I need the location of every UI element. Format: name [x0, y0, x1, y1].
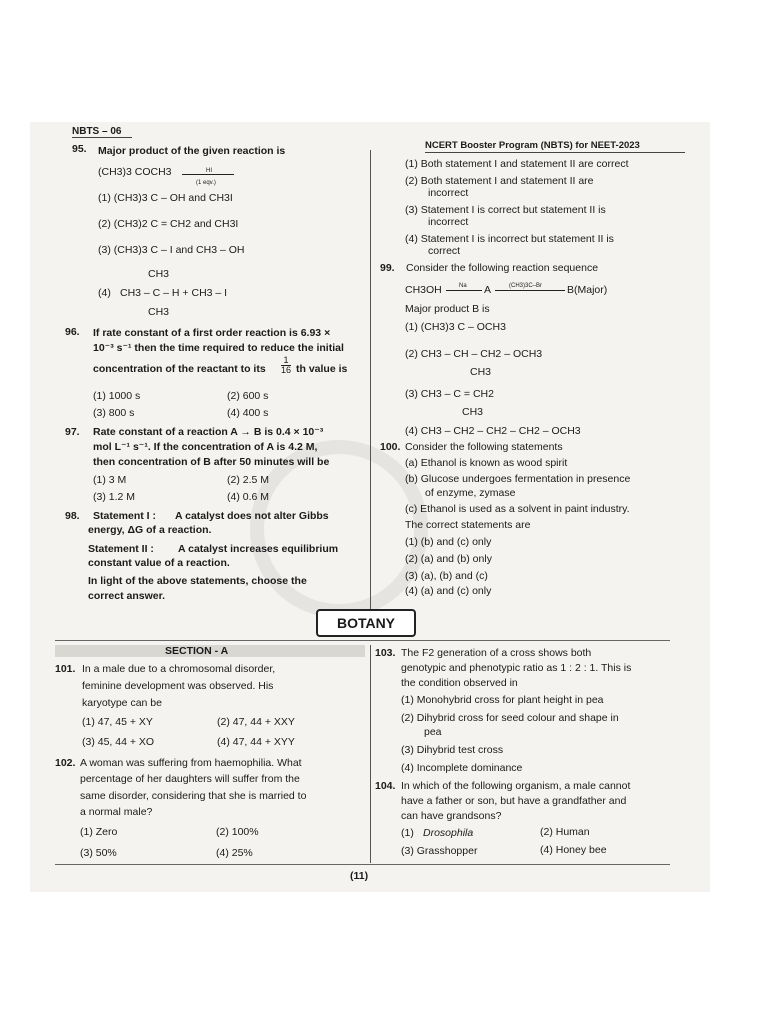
q98-line1: In light of the above statements, choose the — [88, 575, 307, 587]
q104-option: (2) Human — [540, 826, 590, 838]
q102-line4: a normal male? — [80, 806, 153, 818]
q95-opt4-label: (4) — [98, 287, 111, 299]
q95-opt4-top: CH3 — [148, 268, 170, 280]
header-right: NCERT Booster Program (NBTS) for NEET-2023 — [425, 140, 640, 151]
q99-opt3-branch: CH3 — [462, 406, 484, 418]
q98-option-cont: incorrect — [428, 187, 469, 199]
q96-option: (3) 800 s — [93, 407, 135, 419]
q99-text: Consider the following reaction sequence — [406, 262, 599, 274]
q104-option: (4) Honey bee — [540, 844, 607, 856]
q101-option: (2) 47, 44 + XXY — [217, 716, 295, 728]
q99-option: (3) CH3 – C = CH2 — [405, 388, 494, 400]
q99-option: (1) (CH3)3 C – OCH3 — [405, 321, 506, 333]
q95-arrow — [182, 174, 234, 175]
q101-option: (3) 45, 44 + XO — [82, 736, 155, 748]
q96-line2: 10⁻³ s⁻¹ then the time required to reduce the initial — [93, 342, 344, 354]
q99-reagent1: Na — [459, 283, 467, 289]
q104-line1: In which of the following organism, a male cannot — [401, 780, 631, 792]
q103-number: 103. — [375, 647, 396, 659]
q97-line1: Rate constant of a reaction A → B is 0.4 × 10⁻³ — [93, 426, 324, 438]
header-underline — [72, 137, 132, 138]
q97-line3: then concentration of B after 50 minutes will be — [93, 456, 330, 468]
q100-text: Consider the following statements — [405, 441, 563, 453]
q100-stmt-c: (c) Ethanol is used as a solvent in paint industry. — [405, 503, 630, 515]
q99-opt2-branch: CH3 — [470, 366, 492, 378]
q101-line3: karyotype can be — [82, 697, 162, 709]
q100-stmt-b-cont: of enzyme, zymase — [425, 487, 516, 499]
q96-line1: If rate constant of a first order reaction is 6.93 × — [93, 327, 331, 339]
q98-s1-line1: A catalyst does not alter Gibbs — [175, 510, 329, 522]
q99-arrow1 — [446, 290, 482, 291]
q95-number: 95. — [72, 143, 87, 155]
q95-reagent-top: HI — [206, 168, 212, 174]
q97-option: (3) 1.2 M — [93, 491, 136, 503]
q96-frac-den: 16 — [281, 365, 292, 375]
q99-option: (2) CH3 – CH – CH2 – OCH3 — [405, 348, 543, 360]
q101-option: (4) 47, 44 + XYY — [217, 736, 295, 748]
q101-option: (1) 47, 45 + XY — [82, 716, 153, 728]
q97-line2: mol L⁻¹ s⁻¹. If the concentration of A is 4.2 M, — [93, 441, 318, 453]
q102-line1: A woman was suffering from haemophilia. What — [80, 757, 302, 769]
q97-number: 97. — [65, 426, 80, 438]
q102-option: (4) 25% — [216, 847, 253, 859]
q96-option: (1) 1000 s — [93, 390, 141, 402]
q96-option: (4) 400 s — [227, 407, 269, 419]
q102-number: 102. — [55, 757, 76, 769]
q100-option: (1) (b) and (c) only — [405, 536, 492, 548]
q99-number: 99. — [380, 262, 395, 274]
q99-reagent2: (CH3)3C–Br — [509, 283, 543, 289]
q96-line3a: concentration of the reactant to its — [93, 363, 266, 375]
q95-option: (2) (CH3)2 C = CH2 and CH3I — [98, 218, 239, 230]
q97-option: (4) 0.6 M — [227, 491, 270, 503]
column-divider-bottom — [370, 645, 371, 863]
q99-start: CH3OH — [405, 284, 442, 296]
q96-line3b: th value is — [296, 363, 348, 375]
q97-option: (2) 2.5 M — [227, 474, 270, 486]
q100-option: (4) (a) and (c) only — [405, 585, 492, 597]
header-left: NBTS – 06 — [72, 126, 122, 137]
q102-line3: same disorder, considering that she is married to — [80, 790, 307, 802]
q103-option: (2) Dihybrid cross for seed colour and shape in — [401, 712, 619, 724]
q95-reagent-bottom: (1 eqv.) — [196, 180, 216, 186]
footer-divider — [55, 864, 670, 865]
q95-text: Major product of the given reaction is — [98, 145, 286, 157]
q98-option: (2) Both statement I and statement II are — [405, 175, 594, 187]
q98-option-cont: correct — [428, 245, 461, 257]
q101-line1: In a male due to a chromosomal disorder, — [82, 663, 276, 675]
q101-number: 101. — [55, 663, 76, 675]
q95-option: (3) (CH3)3 C – I and CH3 – OH — [98, 244, 245, 256]
q101-line2: feminine development was observed. His — [82, 680, 274, 692]
q99-end: B(Major) — [567, 284, 608, 296]
q102-option: (1) Zero — [80, 826, 118, 838]
page-number: (11) — [350, 870, 369, 882]
q98-s1-line2: energy, ΔG of a reaction. — [88, 524, 212, 536]
q100-option: (2) (a) and (b) only — [405, 553, 492, 565]
q98-option: (3) Statement I is correct but statement II is — [405, 204, 606, 216]
q102-option: (2) 100% — [216, 826, 259, 838]
q96-option: (2) 600 s — [227, 390, 269, 402]
q95-opt4-main: CH3 – C – H + CH3 – I — [120, 287, 228, 299]
q103-option: (3) Dihybrid test cross — [401, 744, 504, 756]
q98-s1-label: Statement I : — [93, 510, 157, 522]
q99-sub: Major product B is — [405, 303, 490, 315]
q104-number: 104. — [375, 780, 396, 792]
q103-option: (1) Monohybrid cross for plant height in pea — [401, 694, 604, 706]
q102-line2: percentage of her daughters will suffer from the — [80, 773, 300, 785]
section-divider — [55, 640, 670, 641]
q97-option: (1) 3 M — [93, 474, 127, 486]
header-right-underline — [425, 152, 685, 153]
q104-line3: can have grandsons? — [401, 810, 502, 822]
q100-correct: The correct statements are — [405, 519, 531, 531]
botany-heading: BOTANY — [316, 609, 416, 637]
q103-line3: the condition observed in — [401, 677, 518, 689]
q95-opt4-bottom: CH3 — [148, 306, 170, 318]
section-title: SECTION - A — [165, 645, 229, 657]
q104-option: (3) Grasshopper — [401, 845, 478, 857]
q99-arrow2 — [495, 290, 565, 291]
q98-s2-line2: constant value of a reaction. — [88, 557, 230, 569]
q98-option: (4) Statement I is incorrect but statement II is — [405, 233, 614, 245]
column-divider-top — [370, 150, 371, 635]
q104-line2: have a father or son, but have a grandfather and — [401, 795, 627, 807]
q98-option: (1) Both statement I and statement II are correct — [405, 158, 629, 170]
q96-frac-num: 1 — [281, 356, 291, 366]
q100-stmt-a: (a) Ethanol is known as wood spirit — [405, 457, 568, 469]
q98-line2: correct answer. — [88, 590, 166, 602]
q100-stmt-b: (b) Glucose undergoes fermentation in presence — [405, 473, 631, 485]
q104-option-drosophila: Drosophila — [423, 827, 474, 839]
q98-number: 98. — [65, 510, 80, 522]
q98-s2-line1: A catalyst increases equilibrium — [178, 543, 339, 555]
q96-number: 96. — [65, 326, 80, 338]
q103-line1: The F2 generation of a cross shows both — [401, 647, 592, 659]
q103-option: (4) Incomplete dominance — [401, 762, 523, 774]
q103-option-cont: pea — [424, 726, 442, 738]
q99-mid: A — [484, 284, 492, 296]
q99-option: (4) CH3 – CH2 – CH2 – CH2 – OCH3 — [405, 425, 581, 437]
q100-number: 100. — [380, 441, 401, 453]
q95-option: (1) (CH3)3 C – OH and CH3I — [98, 192, 233, 204]
q104-option-label: (1) — [401, 827, 414, 839]
q102-option: (3) 50% — [80, 847, 117, 859]
q103-line2: genotypic and phenotypic ratio as 1 : 2 : 1. This is — [401, 662, 632, 674]
q96-fraction — [281, 356, 291, 375]
q98-option-cont: incorrect — [428, 216, 469, 228]
q98-s2-label: Statement II : — [88, 543, 154, 555]
q100-option: (3) (a), (b) and (c) — [405, 570, 488, 582]
q95-reactant: (CH3)3 COCH3 — [98, 166, 172, 178]
